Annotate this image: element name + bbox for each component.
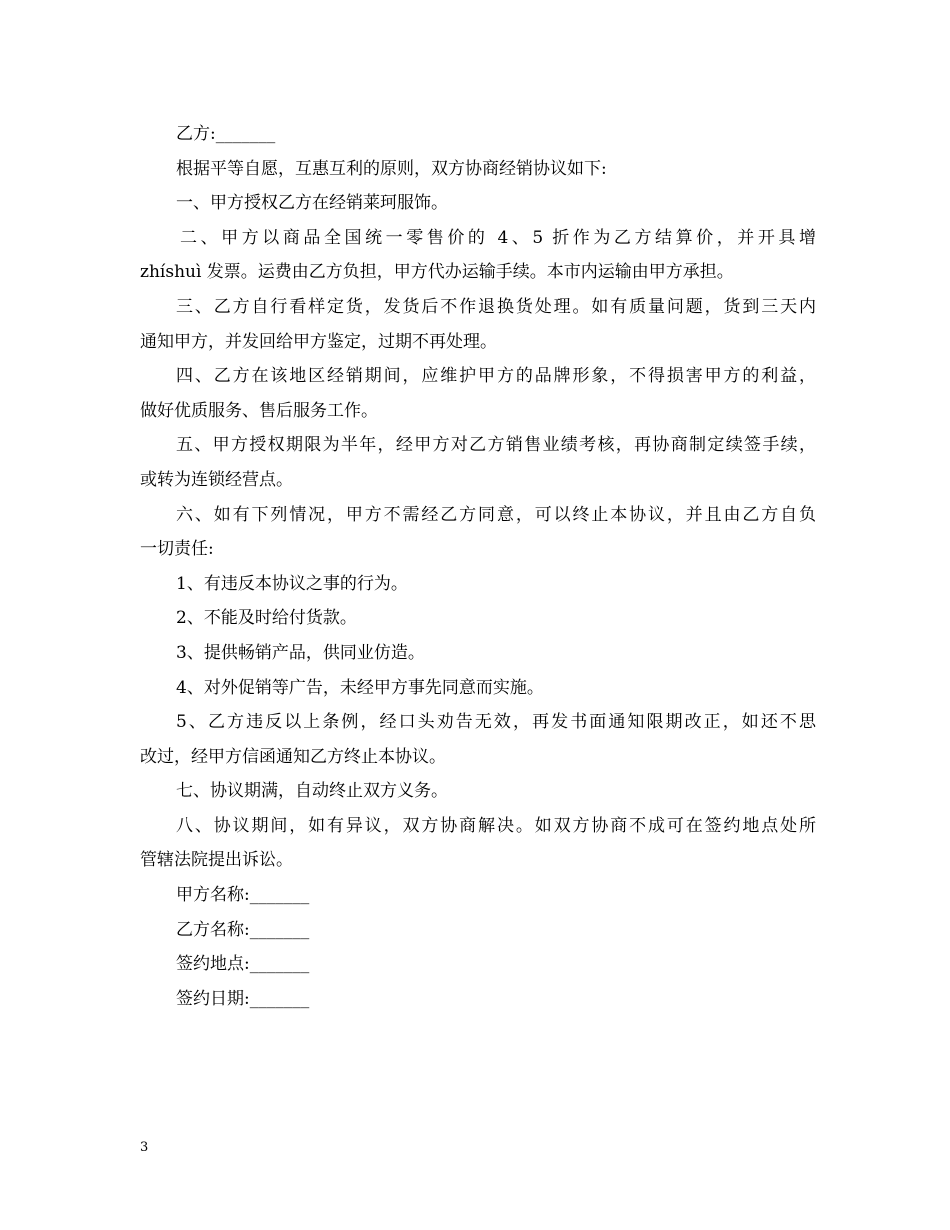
clause-4-line-2: 做好优质服务、售后服务工作。 — [140, 400, 378, 421]
clause-6-line-2: 一切责任: — [140, 539, 214, 560]
clause-3-line-1: 三、乙方自行看样定货，发货后不作退换货处理。如有质量问题，货到三天内 — [176, 296, 816, 317]
clause-2-line-1: 二、甲方以商品全国统一零售价的 4、5 折作为乙方结算价，并开具增 — [180, 227, 816, 248]
sub-item-1: 1、有违反本协议之事的行为。 — [176, 573, 408, 594]
party-b-line: 乙方:_______ — [176, 124, 276, 144]
clause-7: 七、协议期满，自动终止双方义务。 — [176, 781, 448, 802]
agreement-body — [140, 117, 816, 1016]
signing-location-field: 签约地点:_______ — [176, 954, 310, 975]
sub-item-4: 4、对外促销等广告，未经甲方事先同意而实施。 — [176, 677, 544, 698]
clause-6-line-1: 六、如有下列情况，甲方不需经乙方同意，可以终止本协议，并且由乙方自负 — [176, 504, 816, 525]
clause-1: 一、甲方授权乙方在经销莱珂服饰。 — [176, 193, 448, 214]
clause-2-line-2: zhíshuì 发票。运费由乙方负担，甲方代办运输手续。本市内运输由甲方承担。 — [140, 262, 734, 283]
clause-5-line-1: 五、甲方授权期限为半年，经甲方对乙方销售业绩考核，再协商制定续签手续， — [176, 435, 816, 456]
clause-5-line-2: 或转为连锁经营点。 — [140, 469, 293, 490]
party-b-name-field: 乙方名称:_______ — [176, 919, 310, 940]
sub-item-5-line-2: 改过，经甲方信函通知乙方终止本协议。 — [140, 746, 446, 767]
party-a-name-field: 甲方名称:_______ — [176, 885, 310, 906]
clause-3-line-2: 通知甲方，并发回给甲方鉴定，过期不再处理。 — [140, 331, 497, 352]
sub-item-3: 3、提供畅销产品，供同业仿造。 — [176, 642, 425, 663]
sub-item-2: 2、不能及时给付货款。 — [176, 608, 357, 629]
clause-8-line-2: 管辖法院提出诉讼。 — [140, 850, 293, 871]
page-number: 3 — [140, 1140, 149, 1155]
signing-date-field: 签约日期:_______ — [176, 988, 310, 1009]
clause-8-line-1: 八、协议期间，如有异议，双方协商解决。如双方协商不成可在签约地点处所 — [176, 815, 816, 836]
intro-paragraph: 根据平等自愿，互惠互利的原则，双方协商经销协议如下: — [176, 158, 607, 179]
clause-4-line-1: 四、乙方在该地区经销期间，应维护甲方的品牌形象，不得损害甲方的利益， — [176, 366, 816, 387]
sub-item-5-line-1: 5、乙方违反以上条例，经口头劝告无效，再发书面通知限期改正，如还不思 — [176, 712, 816, 733]
